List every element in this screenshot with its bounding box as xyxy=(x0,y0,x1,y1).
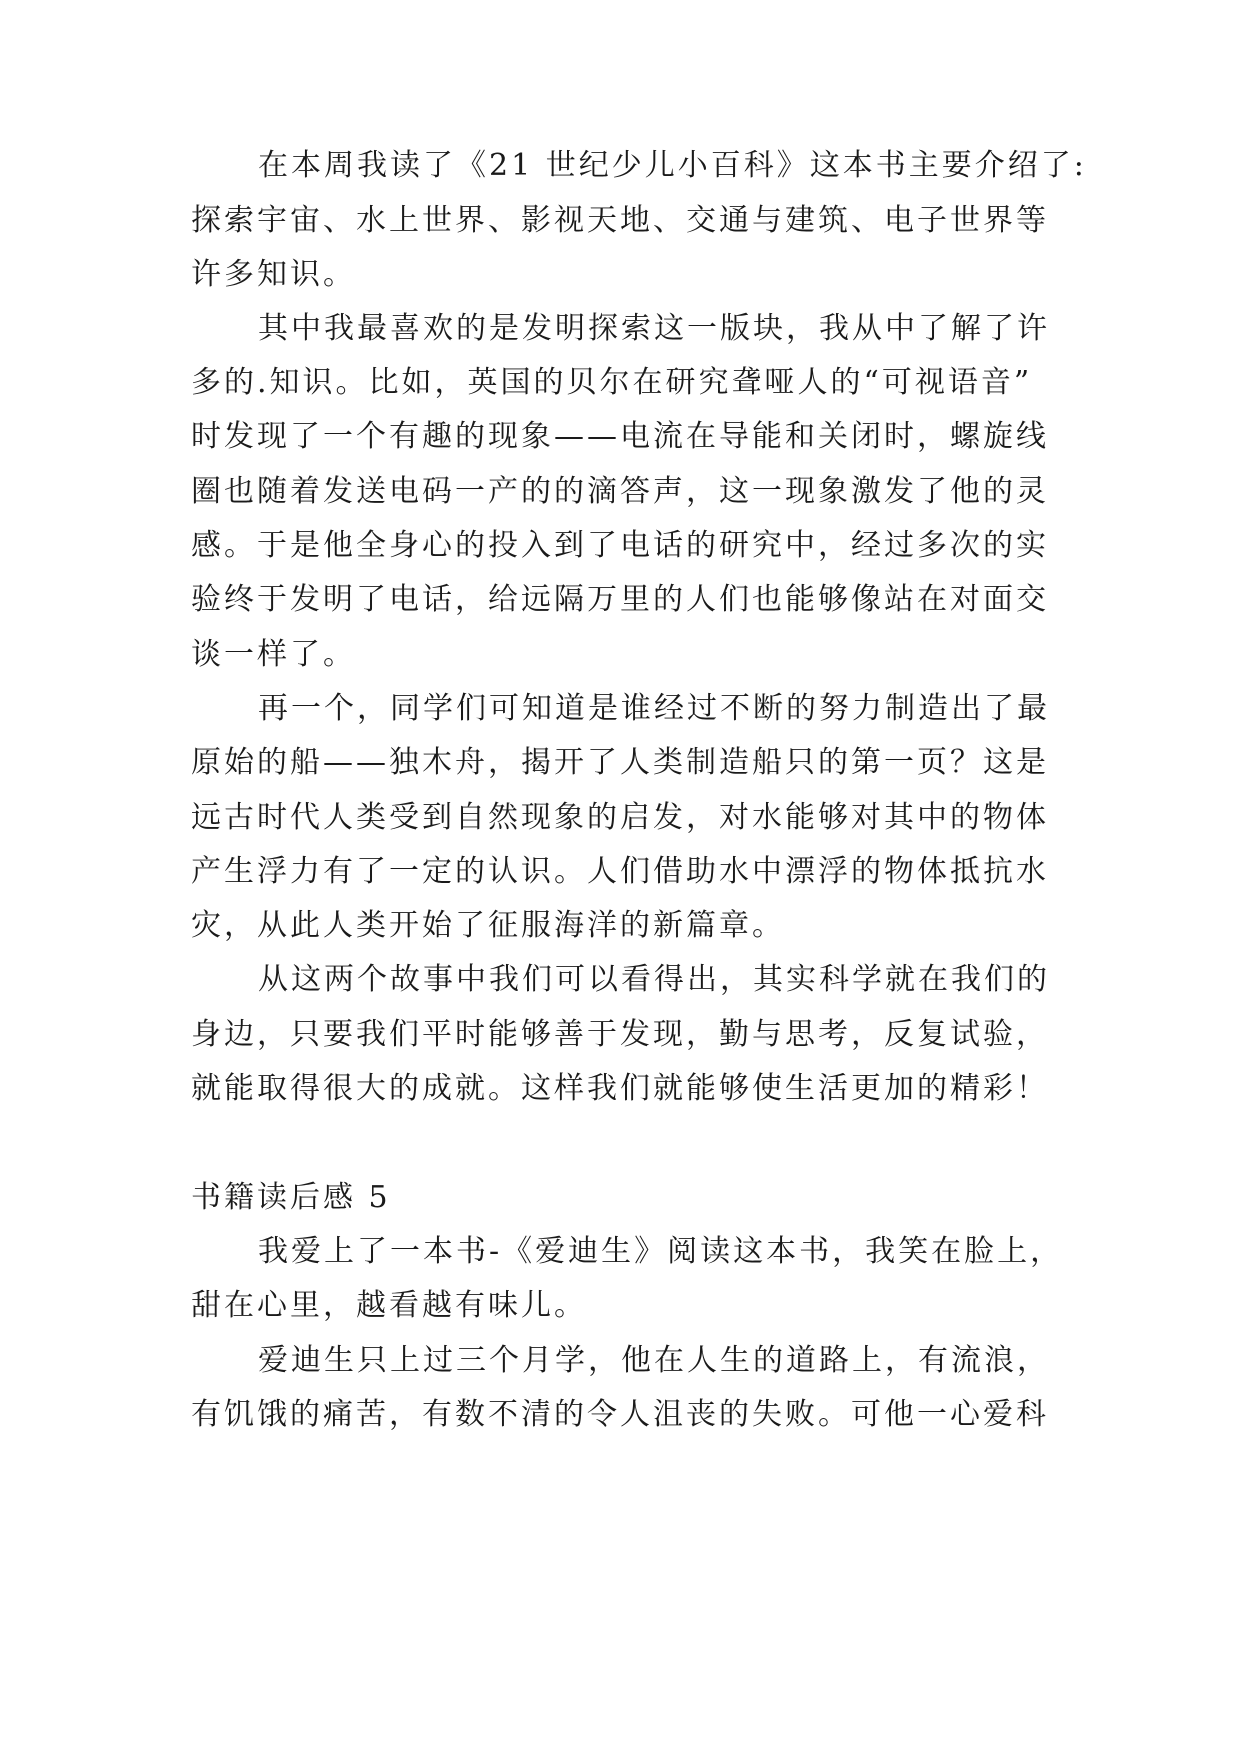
paragraph-2-line-5: 感。于是他全身心的投入到了电话的研究中，经过多次的实 xyxy=(191,528,1049,563)
paragraph-2-line-6: 验终于发明了电话，给远隔万里的人们也能够像站在对面交 xyxy=(191,582,1049,617)
paragraph-1-line-3: 许多知识。 xyxy=(191,257,356,292)
paragraph-2-line-3: 时发现了一个有趣的现象——电流在导能和关闭时，螺旋线 xyxy=(191,419,1049,454)
paragraph-2-line-2: 多的.知识。比如，英国的贝尔在研究聋哑人的“可视语音” xyxy=(191,365,1033,400)
paragraph-2-line-1: 其中我最喜欢的是发明探索这一版块，我从中了解了许 xyxy=(258,311,1050,346)
paragraph-6-line-2: 有饥饿的痛苦，有数不清的令人沮丧的失败。可他一心爱科 xyxy=(191,1397,1049,1432)
paragraph-1-line-2: 探索宇宙、水上世界、影视天地、交通与建筑、电子世界等 xyxy=(191,203,1049,238)
paragraph-2-line-7: 谈一样了。 xyxy=(191,637,356,672)
paragraph-4-line-2: 身边，只要我们平时能够善于发现，勤与思考，反复试验， xyxy=(191,1017,1049,1052)
paragraph-4-line-1: 从这两个故事中我们可以看得出，其实科学就在我们的 xyxy=(258,962,1050,997)
paragraph-4-line-3: 就能取得很大的成就。这样我们就能够使生活更加的精彩！ xyxy=(191,1071,1049,1106)
paragraph-3-line-2: 原始的船——独木舟，揭开了人类制造船只的第一页？这是 xyxy=(191,745,1049,780)
paragraph-3-line-4: 产生浮力有了一定的认识。人们借助水中漂浮的物体抵抗水 xyxy=(191,854,1049,889)
paragraph-5-line-2: 甜在心里，越看越有味儿。 xyxy=(191,1288,587,1323)
section-heading: 书籍读后感 5 xyxy=(191,1180,391,1215)
paragraph-1-line-1: 在本周我读了《21 世纪少儿小百科》这本书主要介绍了: xyxy=(258,148,1087,183)
paragraph-3-line-3: 远古时代人类受到自然现象的启发，对水能够对其中的物体 xyxy=(191,800,1049,835)
paragraph-3-line-1: 再一个，同学们可知道是谁经过不断的努力制造出了最 xyxy=(258,691,1050,726)
paragraph-5-line-1: 我爱上了一本书-《爱迪生》阅读这本书，我笑在脸上， xyxy=(258,1234,1064,1269)
paragraph-6-line-1: 爱迪生只上过三个月学，他在人生的道路上，有流浪， xyxy=(258,1343,1050,1378)
paragraph-2-line-4: 圈也随着发送电码一产的的滴答声，这一现象激发了他的灵 xyxy=(191,474,1049,509)
paragraph-3-line-5: 灾，从此人类开始了征服海洋的新篇章。 xyxy=(191,908,785,943)
